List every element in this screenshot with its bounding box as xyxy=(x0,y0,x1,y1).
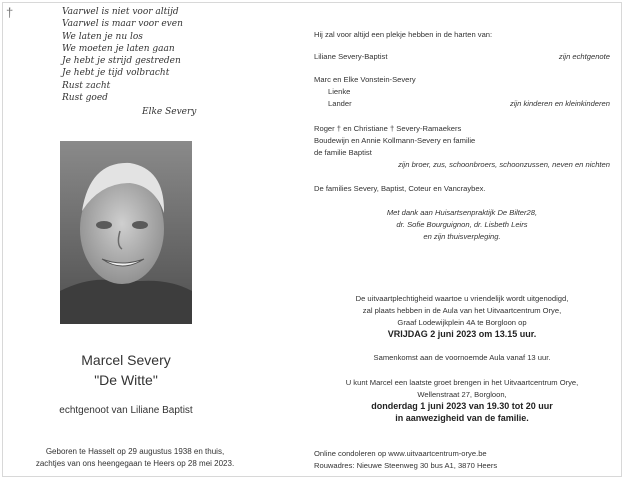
visit-datetime: donderdag 1 juni 2023 van 19.30 tot 20 uur xyxy=(371,401,553,411)
grandchild-1: Lienke xyxy=(328,87,351,96)
thanks-line-2: dr. Sofie Bourguignon, dr. Lisbeth Leirs xyxy=(396,220,528,229)
families-line: De families Severy, Baptist, Coteur en Vancraybex. xyxy=(314,184,486,193)
poem-line: Je hebt je tijd volbracht xyxy=(62,68,170,79)
portrait-image xyxy=(60,141,192,324)
funeral-datetime: VRIJDAG 2 juni 2023 om 13.15 uur. xyxy=(387,329,537,339)
siblings-role: zijn broer, zus, schoonbroers, schoonzussen, neven en nichten xyxy=(398,160,610,169)
spouse-line: echtgenoot van Liliane Baptist xyxy=(59,405,193,416)
grandchild-2: Lander xyxy=(328,99,352,108)
death-line: zachtjes van ons heengegaan te Heers op 28 mei 2023. xyxy=(35,459,235,468)
thanks-line-3: en zijn thuisverpleging. xyxy=(423,232,501,241)
poem-line: Je hebt je strijd gestreden xyxy=(62,56,181,67)
gathering-line: Samenkomst aan de voornoemde Aula vanaf 13 uur. xyxy=(373,353,551,362)
cross-icon: † xyxy=(6,5,14,20)
siblings-line-1: Roger † en Christiane † Severy-Ramaekers xyxy=(314,124,462,133)
online-condolence: Online condoleren op www.uitvaartcentrum-orye.be xyxy=(314,449,487,458)
thanks-line-1: Met dank aan Huisartsenpraktijk De Bilter28, xyxy=(386,208,538,217)
poem-line: Rust goed xyxy=(62,93,108,104)
siblings-line-3: de familie Baptist xyxy=(314,148,372,157)
funeral-line-3: Graaf Lodewijkplein 4A te Borgloon op xyxy=(397,318,527,327)
birth-death-text xyxy=(30,446,240,470)
portrait-photo xyxy=(60,141,192,324)
poem-line: Rust zacht xyxy=(62,80,111,91)
siblings-line-2: Boudewijn en Annie Kollmann-Severy en familie xyxy=(314,136,476,145)
poem-line: We moeten je laten gaan xyxy=(62,43,175,54)
deceased-name: Marcel Severy xyxy=(81,352,171,368)
children-line: Marc en Elke Vonstein-Severy xyxy=(314,75,416,84)
deceased-nickname: "De Witte" xyxy=(94,372,158,388)
poem-line: Vaarwel is maar voor even xyxy=(62,19,183,30)
poem-line: We laten je nu los xyxy=(62,31,143,42)
visit-note: in aanwezigheid van de familie. xyxy=(395,413,529,423)
spouse-role: zijn echtgenote xyxy=(558,52,610,61)
mourning-address: Rouwadres: Nieuwe Steenweg 30 bus A1, 3870 Heers xyxy=(314,461,498,470)
poem xyxy=(62,6,196,119)
poem-line: Vaarwel is niet voor altijd xyxy=(62,7,179,17)
children-role: zijn kinderen en kleinkinderen xyxy=(509,99,610,108)
funeral-line-2: zal plaats hebben in de Aula van het Uitvaartcentrum Orye, xyxy=(362,306,562,315)
birth-line: Geboren te Hasselt op 29 augustus 1938 en thuis, xyxy=(45,447,225,456)
poem-author: Elke Severy xyxy=(142,107,197,118)
visit-line-1: U kunt Marcel een laatste groet brengen in het Uitvaartcentrum Orye, xyxy=(345,378,579,387)
family-intro: Hij zal voor altijd een plekje hebben in de harten van: xyxy=(314,30,493,39)
spouse-name: Liliane Severy-Baptist xyxy=(314,52,388,61)
visit-line-2: Wellenstraat 27, Borgloon, xyxy=(417,390,507,399)
funeral-line-1: De uitvaartplechtigheid waartoe u vriendelijk wordt uitgenodigd, xyxy=(355,294,569,303)
